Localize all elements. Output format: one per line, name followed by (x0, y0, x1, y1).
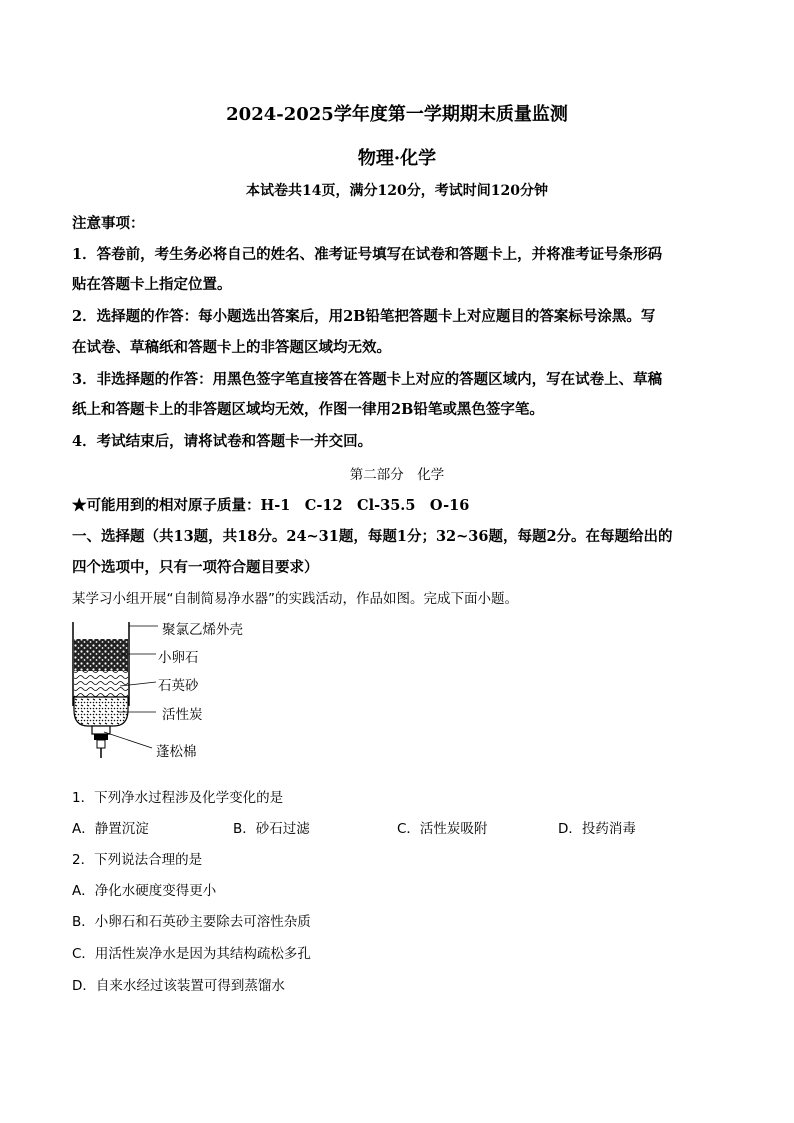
exam-title: 2024-2025学年度第一学期期末质量监测 (226, 104, 568, 125)
label-pebbles: 小卵石 (158, 650, 199, 666)
question-1-option-d[interactable]: D．投药消毒 (558, 821, 636, 837)
quartz-sand-layer (74, 671, 128, 697)
label-pvc-shell: 聚氯乙烯外壳 (162, 622, 243, 638)
note-1-line-1: 1．答卷前，考生务必将自己的姓名、准考证号填写在试卷和答题卡上，并将准考证号条形码 (72, 246, 663, 263)
question-2-option-a[interactable]: A．净化水硬度变得更小 (72, 883, 217, 899)
section-heading-line-2: 四个选项中，只有一项符合题目要求） (72, 559, 319, 576)
label-quartz-sand: 石英砂 (158, 678, 199, 694)
question-1-option-c[interactable]: C．活性炭吸附 (397, 821, 488, 837)
exam-info: 本试卷共14页，满分120分，考试时间120分钟 (246, 183, 548, 199)
question-2-option-d[interactable]: D．自来水经过该装置可得到蒸馏水 (72, 978, 285, 994)
note-3-line-1: 3．非选择题的作答：用黑色签字笔直接答在答题卡上对应的答题区域内，写在试卷上、草稿 (72, 371, 663, 388)
question-1-option-a[interactable]: A．静置沉淀 (72, 821, 149, 837)
question-1-stem: 1．下列净水过程涉及化学变化的是 (72, 790, 284, 806)
note-1-line-2: 贴在答题卡上指定位置。 (72, 276, 232, 293)
pebble-layer (74, 639, 128, 671)
note-3-line-2: 纸上和答题卡上的非答题区域均无效，作图一律用2B铅笔或黑色签字笔。 (72, 401, 544, 418)
label-activated-carbon: 活性炭 (162, 707, 203, 723)
question-2-stem: 2．下列说法合理的是 (72, 852, 203, 868)
question-1-option-b[interactable]: B．砂石过滤 (233, 821, 310, 837)
note-2-line-2: 在试卷、草稿纸和答题卡上的非答题区域均无效。 (72, 339, 391, 356)
label-cotton: 蓬松棉 (156, 744, 197, 760)
notes-heading: 注意事项： (72, 215, 145, 232)
note-4: 4．考试结束后，请将试卷和答题卡一并交回。 (72, 433, 373, 450)
subject-title: 物理·化学 (357, 148, 437, 169)
note-2-line-1: 2．选择题的作答：每小题选出答案后，用2B铅笔把答题卡上对应题目的答案标号涂黑。写 (72, 308, 656, 325)
section-intro: 某学习小组开展“自制简易净水器”的实践活动，作品如图。完成下面小题。 (72, 591, 518, 607)
section-heading-line-1: 一、选择题（共13题，共18分。24~31题，每题1分；32~36题，每题2分。在每题给出的 (72, 528, 673, 545)
question-2-option-b[interactable]: B．小卵石和石英砂主要除去可溶性杂质 (72, 914, 311, 930)
part-heading: 第二部分 化学 (349, 467, 445, 483)
activated-carbon-layer (74, 697, 128, 726)
atomic-masses: ★可能用到的相对原子质量：H-1 C-12 Cl-35.5 O-16 (72, 497, 470, 514)
question-2-option-c[interactable]: C．用活性炭净水是因为其结构疏松多孔 (72, 946, 311, 962)
